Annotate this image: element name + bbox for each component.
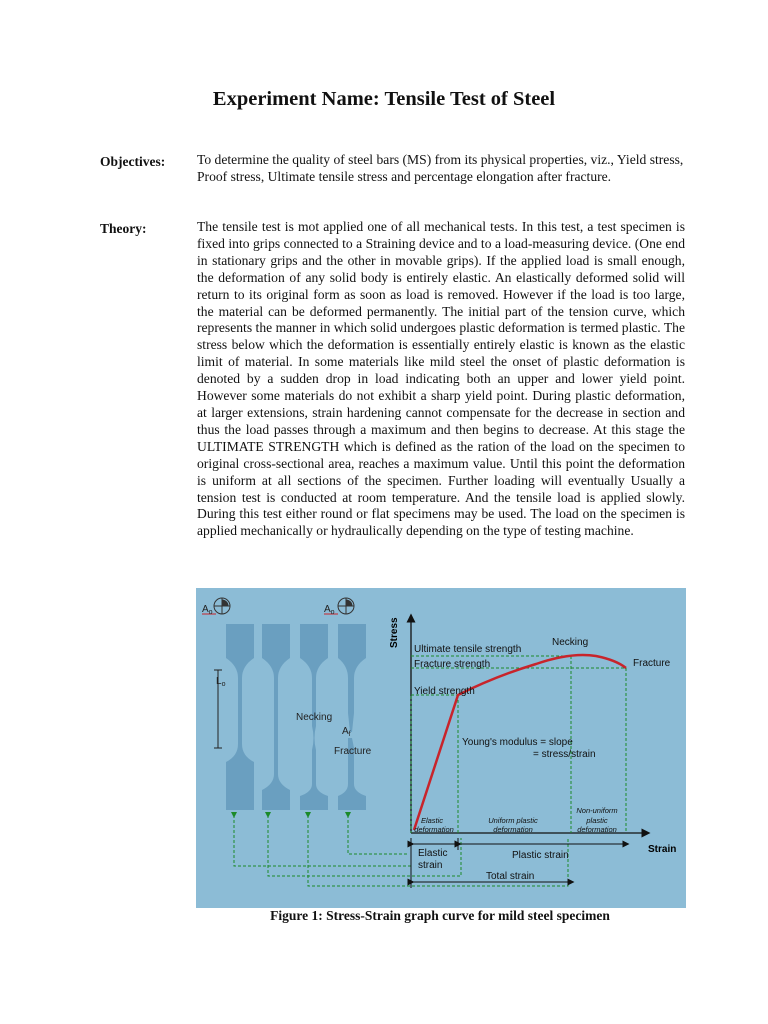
objectives-text: To determine the quality of steel bars (MS) from its physical properties, viz., Yield stress, Proof stress, Ultimate tensile stress and percentage elongation after fracture.: [197, 152, 684, 184]
region-nonuniform-line1: Non-uniform: [576, 806, 618, 815]
region-uniform-line1: Uniform plastic: [488, 816, 538, 825]
stress-strain-figure: [196, 588, 686, 908]
necking-graph-label: Necking: [552, 637, 589, 648]
y-axis-label: Stress: [389, 617, 400, 648]
fracture-graph-label: Fracture: [633, 658, 671, 669]
theory-label: Theory:: [100, 221, 147, 236]
uts-label: Ultimate tensile strength: [414, 644, 522, 655]
af-label: $A_f$: [342, 726, 351, 738]
region-uniform-line2: deformation: [493, 825, 533, 834]
a0-left-label: $A_o$: [202, 604, 213, 616]
figure-caption: Figure 1: Stress-Strain graph curve for mild steel specimen: [270, 908, 610, 923]
region-elastic-line2: deformation: [414, 825, 454, 834]
specimen-fractured: [338, 624, 366, 732]
figure-illustration: [196, 588, 686, 908]
yield-strength-label: Yield strength: [414, 686, 475, 697]
necking-specimen-label: Necking: [296, 712, 333, 723]
l0-label: $L_o$: [216, 676, 226, 688]
region-nonuniform-line3: deformation: [577, 825, 617, 834]
fracture-strength-label: Fracture strength: [414, 659, 491, 670]
total-strain-label: Total strain: [486, 871, 535, 882]
theory-text: The tensile test is mot applied one of all mechanical tests. In this test, a test specimen is fixed into grips connected to a Straining device and to a load-measuring device. (One end in stationary grips and the other in movable grips). If the applied load is small enough, the deformation of any solid body is entirely elastic. An elastically deformed solid will return to its original form as soon as load is removed. However if the load is too large, the material can be deformed permanently. The initial part of the tension curve, which represents the manner in which solid undergoes plastic deformation is termed plastic. The stress below which the deformation is essentially entirely elastic is known as the elastic limit of material. In some materials like mild steel the onset of plastic deformation is denoted by a sudden drop in load indicating both an upper and lower yield point. However some materials do not exhibit a sharp yield point. During plastic deformation, at larger extensions, strain hardening cannot compensate for the decrease in section and thus the load passes through a maximum and then begins to decrease. At this stage the ULTIMATE STRENGTH which is defined as the ration of the load on the specimen to original cross-sectional area, reaches a maximum value. Until this point the deformation is uniform at all sections of the specimen. Further loading will eventually Usually a tension test is conducted at room temperature. And the tensile load is applied slowly. During this test either round or flat specimens may be used. The load on the specimen is applied mechanically or hydraulically depending on the type of testing machine.: [197, 219, 685, 539]
region-nonuniform-line2: plastic: [586, 816, 608, 825]
objectives-label: Objectives:: [100, 154, 166, 169]
x-axis-label: Strain: [648, 844, 677, 855]
a0-right-label: $A_o$: [324, 604, 335, 616]
elastic-strain-line2: strain: [418, 860, 443, 871]
region-elastic-line1: Elastic: [420, 816, 444, 825]
specimen-original: [226, 624, 254, 810]
plastic-strain-label: Plastic strain: [512, 850, 569, 861]
youngs-modulus-line1: Young's modulus = slope: [462, 737, 573, 748]
youngs-modulus-line2: = stress/strain: [533, 749, 596, 760]
fracture-specimen-label: Fracture: [334, 746, 372, 757]
elastic-strain-line1: Elastic: [418, 848, 448, 859]
experiment-title: Experiment Name: Tensile Test of Steel: [212, 88, 556, 110]
specimen-elongated: [262, 624, 290, 810]
